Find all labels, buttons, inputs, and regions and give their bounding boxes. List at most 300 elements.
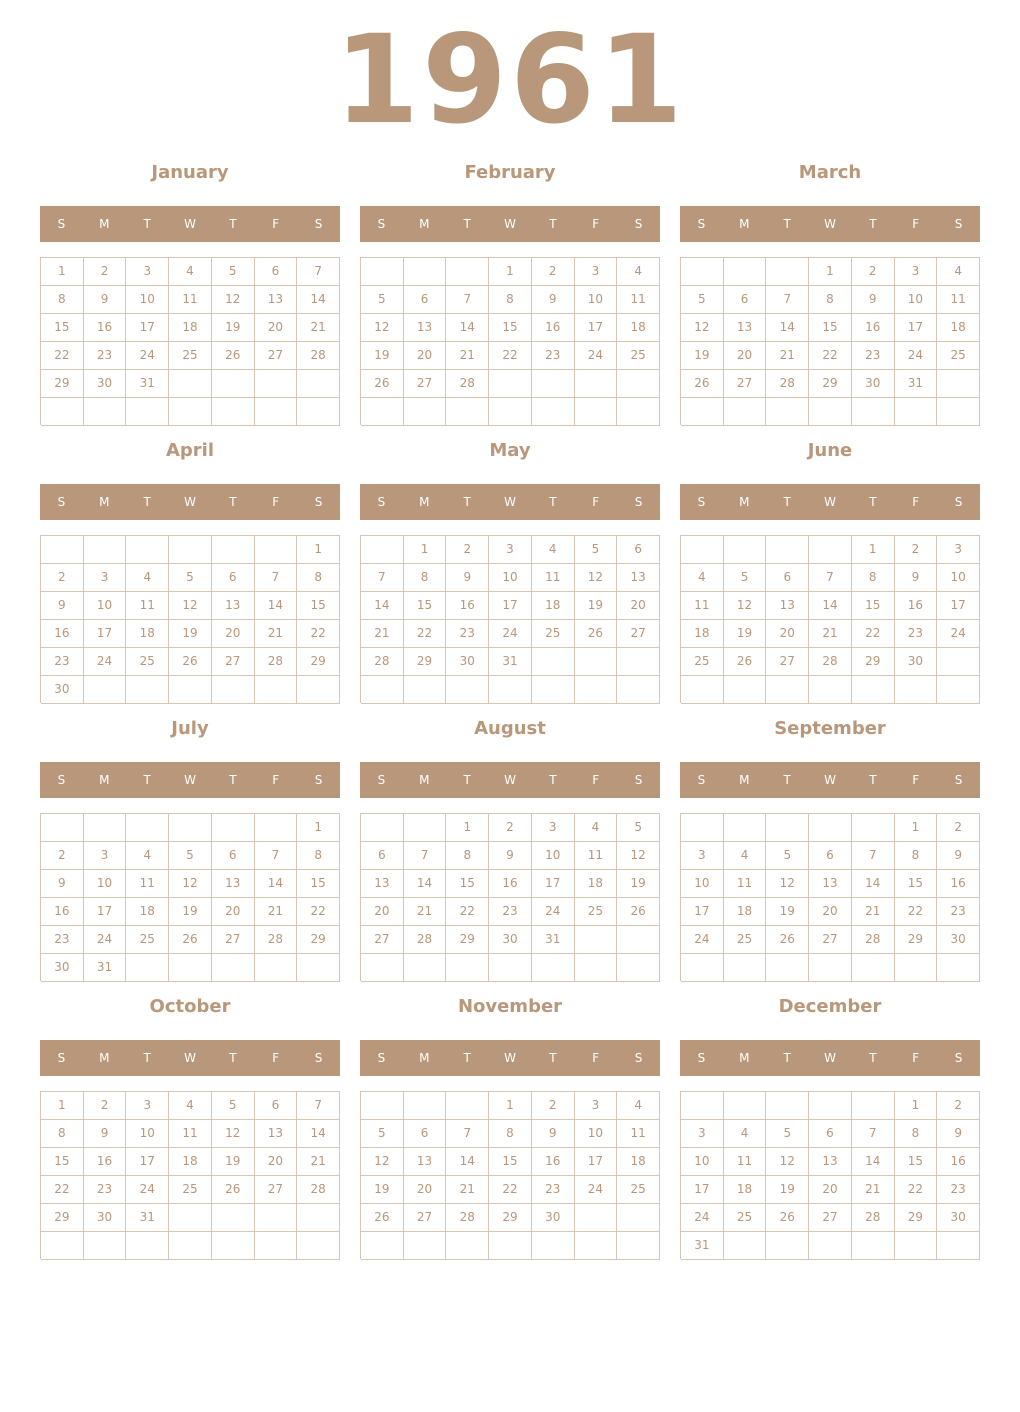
weekday-label: W [504,217,516,231]
weekday-label: T [783,773,791,787]
weekday-label: T [143,773,151,787]
weekday-label: W [504,1051,516,1065]
day-cell: 21 [446,342,489,370]
weekday-label: M [99,773,110,787]
empty-day-cell [575,370,618,398]
empty-day-cell [361,536,404,564]
empty-day-cell [212,954,255,982]
empty-day-cell [169,1204,212,1232]
day-cell: 13 [809,870,852,898]
day-grid [360,535,660,703]
day-cell: 8 [297,842,340,870]
weekday-label: T [549,773,557,787]
day-cell: 15 [489,1148,532,1176]
empty-day-cell [809,676,852,704]
weekday-label: T [869,217,877,231]
day-cell: 5 [724,564,767,592]
day-grid [40,257,340,425]
day-cell: 9 [532,286,575,314]
empty-day-cell [852,398,895,426]
empty-day-cell [169,536,212,564]
weekday-label: F [272,217,280,231]
day-cell: 19 [212,314,255,342]
weekday-label: W [504,495,516,509]
day-cell: 13 [617,564,660,592]
day-cell: 15 [297,592,340,620]
empty-day-cell [489,676,532,704]
day-cell: 22 [489,1176,532,1204]
day-cell: 7 [809,564,852,592]
day-cell: 30 [489,926,532,954]
empty-day-cell [617,954,660,982]
day-cell: 27 [255,342,298,370]
empty-day-cell [446,676,489,704]
day-cell: 9 [84,1120,127,1148]
empty-day-cell [297,676,340,704]
day-cell: 18 [169,1148,212,1176]
day-cell: 10 [681,1148,724,1176]
day-cell: 18 [126,898,169,926]
empty-day-cell [255,370,298,398]
weekday-header [680,762,980,798]
weekday-label: T [143,495,151,509]
day-cell: 16 [895,592,938,620]
day-cell: 10 [575,1120,618,1148]
day-cell: 17 [84,898,127,926]
day-cell: 24 [84,926,127,954]
day-cell: 1 [895,814,938,842]
weekday-label: W [504,773,516,787]
empty-day-cell [489,1232,532,1260]
day-cell: 4 [169,1092,212,1120]
empty-day-cell [404,814,447,842]
weekday-label: T [229,217,237,231]
weekday-label: F [592,495,600,509]
weekday-header [360,484,660,520]
day-cell: 29 [895,926,938,954]
day-cell: 16 [41,620,84,648]
day-cell: 6 [361,842,404,870]
day-cell: 4 [617,258,660,286]
empty-day-cell [575,926,618,954]
day-cell: 14 [446,1148,489,1176]
day-cell: 2 [532,1092,575,1120]
empty-day-cell [681,1092,724,1120]
empty-day-cell [681,676,724,704]
day-cell: 4 [937,258,980,286]
empty-day-cell [404,1092,447,1120]
day-cell: 28 [361,648,404,676]
empty-day-cell [766,814,809,842]
empty-day-cell [895,398,938,426]
day-cell: 9 [937,842,980,870]
weekday-header [40,484,340,520]
day-cell: 16 [937,870,980,898]
day-cell: 27 [809,1204,852,1232]
day-cell: 5 [361,1120,404,1148]
weekday-label: T [229,773,237,787]
day-cell: 31 [84,954,127,982]
day-cell: 25 [724,1204,767,1232]
day-cell: 6 [212,564,255,592]
empty-day-cell [255,1232,298,1260]
day-cell: 14 [446,314,489,342]
day-cell: 9 [84,286,127,314]
weekday-label: S [697,1051,706,1065]
day-cell: 20 [809,898,852,926]
day-cell: 4 [724,842,767,870]
day-grid [680,1091,980,1259]
day-cell: 12 [169,592,212,620]
weekday-label: F [912,1051,920,1065]
day-cell: 17 [895,314,938,342]
day-cell: 28 [297,1176,340,1204]
year-title: 1961 [334,9,686,151]
weekday-label: T [869,1051,877,1065]
weekday-label: F [592,1051,600,1065]
weekday-label: T [463,773,471,787]
day-cell: 29 [41,1204,84,1232]
day-grid [680,813,980,981]
day-cell: 21 [297,1148,340,1176]
day-cell: 13 [724,314,767,342]
empty-day-cell [169,814,212,842]
empty-day-cell [575,954,618,982]
day-cell: 24 [575,342,618,370]
day-cell: 18 [681,620,724,648]
day-cell: 31 [126,1204,169,1232]
day-cell: 29 [489,1204,532,1232]
empty-day-cell [212,1232,255,1260]
day-cell: 13 [255,1120,298,1148]
day-cell: 24 [575,1176,618,1204]
weekday-label: M [419,217,430,231]
day-cell: 30 [446,648,489,676]
day-cell: 15 [895,870,938,898]
day-cell: 8 [41,1120,84,1148]
day-cell: 10 [126,286,169,314]
empty-day-cell [809,1092,852,1120]
empty-day-cell [724,536,767,564]
day-cell: 3 [575,1092,618,1120]
empty-day-cell [766,954,809,982]
weekday-label: M [99,217,110,231]
day-cell: 16 [41,898,84,926]
day-cell: 13 [404,1148,447,1176]
day-cell: 8 [297,564,340,592]
month-name: May [489,440,531,461]
weekday-label: T [783,1051,791,1065]
day-cell: 29 [297,648,340,676]
day-cell: 7 [446,286,489,314]
day-cell: 6 [617,536,660,564]
month-name: February [464,162,556,183]
day-cell: 20 [809,1176,852,1204]
day-cell: 25 [617,1176,660,1204]
day-cell: 26 [766,1204,809,1232]
weekday-header [360,206,660,242]
day-cell: 31 [532,926,575,954]
day-cell: 7 [404,842,447,870]
day-cell: 27 [766,648,809,676]
empty-day-cell [809,954,852,982]
empty-day-cell [489,954,532,982]
day-cell: 20 [255,1148,298,1176]
day-cell: 21 [766,342,809,370]
weekday-header [680,206,980,242]
weekday-label: F [592,773,600,787]
empty-day-cell [852,1092,895,1120]
day-cell: 9 [895,564,938,592]
day-cell: 11 [126,592,169,620]
weekday-label: F [272,495,280,509]
day-cell: 10 [895,286,938,314]
empty-day-cell [895,676,938,704]
day-cell: 3 [681,1120,724,1148]
day-cell: 15 [809,314,852,342]
empty-day-cell [617,926,660,954]
weekday-label: S [634,773,643,787]
day-cell: 2 [41,842,84,870]
day-cell: 1 [41,258,84,286]
day-cell: 6 [766,564,809,592]
weekday-label: W [824,217,836,231]
day-cell: 28 [809,648,852,676]
empty-day-cell [617,398,660,426]
day-cell: 9 [446,564,489,592]
day-cell: 10 [84,870,127,898]
day-cell: 16 [84,1148,127,1176]
day-cell: 28 [446,1204,489,1232]
day-cell: 7 [766,286,809,314]
weekday-label: M [419,495,430,509]
day-cell: 1 [41,1092,84,1120]
empty-day-cell [404,954,447,982]
weekday-label: W [184,773,196,787]
day-cell: 26 [766,926,809,954]
day-cell: 10 [84,592,127,620]
empty-day-cell [41,1232,84,1260]
day-cell: 12 [212,286,255,314]
empty-day-cell [169,1232,212,1260]
weekday-label: S [954,495,963,509]
day-cell: 20 [766,620,809,648]
weekday-label: M [99,1051,110,1065]
day-cell: 8 [852,564,895,592]
day-cell: 21 [446,1176,489,1204]
day-cell: 8 [895,1120,938,1148]
weekday-label: M [419,1051,430,1065]
day-cell: 12 [361,1148,404,1176]
day-cell: 22 [852,620,895,648]
day-cell: 7 [361,564,404,592]
day-cell: 10 [532,842,575,870]
weekday-label: S [57,1051,66,1065]
day-cell: 16 [937,1148,980,1176]
day-cell: 2 [895,536,938,564]
empty-day-cell [617,648,660,676]
day-cell: 22 [446,898,489,926]
day-cell: 5 [766,842,809,870]
day-cell: 5 [766,1120,809,1148]
day-cell: 17 [532,870,575,898]
day-cell: 19 [617,870,660,898]
day-cell: 17 [84,620,127,648]
weekday-label: T [549,495,557,509]
weekday-label: S [634,495,643,509]
day-cell: 26 [575,620,618,648]
day-cell: 22 [809,342,852,370]
day-cell: 12 [575,564,618,592]
day-cell: 14 [361,592,404,620]
day-cell: 25 [937,342,980,370]
weekday-label: T [229,495,237,509]
day-cell: 15 [41,1148,84,1176]
weekday-label: M [739,773,750,787]
empty-day-cell [852,954,895,982]
weekday-label: S [314,1051,323,1065]
day-cell: 21 [255,620,298,648]
day-cell: 19 [766,898,809,926]
day-cell: 7 [297,1092,340,1120]
empty-day-cell [681,398,724,426]
weekday-label: S [57,217,66,231]
day-cell: 14 [852,1148,895,1176]
empty-day-cell [126,398,169,426]
day-cell: 11 [617,286,660,314]
day-cell: 2 [84,1092,127,1120]
empty-day-cell [937,370,980,398]
empty-day-cell [84,676,127,704]
day-cell: 27 [255,1176,298,1204]
day-cell: 27 [724,370,767,398]
weekday-label: W [824,495,836,509]
weekday-label: T [463,1051,471,1065]
weekday-label: S [314,217,323,231]
day-cell: 25 [126,648,169,676]
day-cell: 5 [169,842,212,870]
day-cell: 16 [532,1148,575,1176]
empty-day-cell [766,398,809,426]
day-cell: 30 [41,954,84,982]
day-cell: 20 [404,342,447,370]
weekday-label: F [272,1051,280,1065]
empty-day-cell [852,676,895,704]
empty-day-cell [681,536,724,564]
empty-day-cell [724,1092,767,1120]
day-cell: 3 [575,258,618,286]
empty-day-cell [895,954,938,982]
day-grid [40,535,340,703]
empty-day-cell [532,648,575,676]
empty-day-cell [297,370,340,398]
day-cell: 20 [361,898,404,926]
day-cell: 7 [297,258,340,286]
day-cell: 24 [895,342,938,370]
empty-day-cell [681,954,724,982]
empty-day-cell [84,814,127,842]
empty-day-cell [169,954,212,982]
day-cell: 12 [617,842,660,870]
day-cell: 17 [126,1148,169,1176]
day-cell: 18 [617,314,660,342]
day-cell: 22 [41,342,84,370]
day-cell: 1 [489,258,532,286]
day-cell: 16 [446,592,489,620]
empty-day-cell [937,648,980,676]
day-cell: 29 [41,370,84,398]
day-cell: 17 [575,314,618,342]
day-grid [360,813,660,981]
weekday-label: T [869,495,877,509]
day-cell: 2 [84,258,127,286]
empty-day-cell [937,676,980,704]
empty-day-cell [809,814,852,842]
weekday-label: T [869,773,877,787]
month-name: November [457,996,563,1017]
weekday-label: M [419,773,430,787]
weekday-header [40,1040,340,1076]
weekday-header [40,762,340,798]
day-cell: 6 [255,1092,298,1120]
weekday-label: F [912,495,920,509]
day-cell: 18 [575,870,618,898]
empty-day-cell [681,258,724,286]
empty-day-cell [724,814,767,842]
empty-day-cell [255,398,298,426]
empty-day-cell [41,536,84,564]
day-cell: 3 [532,814,575,842]
day-cell: 2 [41,564,84,592]
day-cell: 9 [937,1120,980,1148]
empty-day-cell [297,954,340,982]
day-cell: 28 [404,926,447,954]
empty-day-cell [255,676,298,704]
empty-day-cell [681,814,724,842]
weekday-label: F [592,217,600,231]
day-cell: 31 [126,370,169,398]
day-cell: 3 [126,1092,169,1120]
empty-day-cell [297,1232,340,1260]
day-cell: 9 [41,592,84,620]
day-cell: 15 [41,314,84,342]
day-cell: 25 [617,342,660,370]
day-cell: 31 [681,1232,724,1260]
day-cell: 2 [489,814,532,842]
empty-day-cell [361,814,404,842]
day-cell: 21 [852,898,895,926]
day-cell: 12 [212,1120,255,1148]
day-cell: 24 [126,1176,169,1204]
empty-day-cell [361,1232,404,1260]
day-cell: 9 [852,286,895,314]
empty-day-cell [575,676,618,704]
day-cell: 26 [681,370,724,398]
day-cell: 12 [361,314,404,342]
day-cell: 16 [489,870,532,898]
day-cell: 23 [532,342,575,370]
weekday-label: S [57,773,66,787]
day-cell: 14 [404,870,447,898]
day-cell: 12 [766,1148,809,1176]
day-cell: 26 [361,1204,404,1232]
day-cell: 14 [809,592,852,620]
month-name: December [778,996,882,1017]
day-cell: 31 [489,648,532,676]
empty-day-cell [446,954,489,982]
day-cell: 19 [361,342,404,370]
day-cell: 1 [297,536,340,564]
